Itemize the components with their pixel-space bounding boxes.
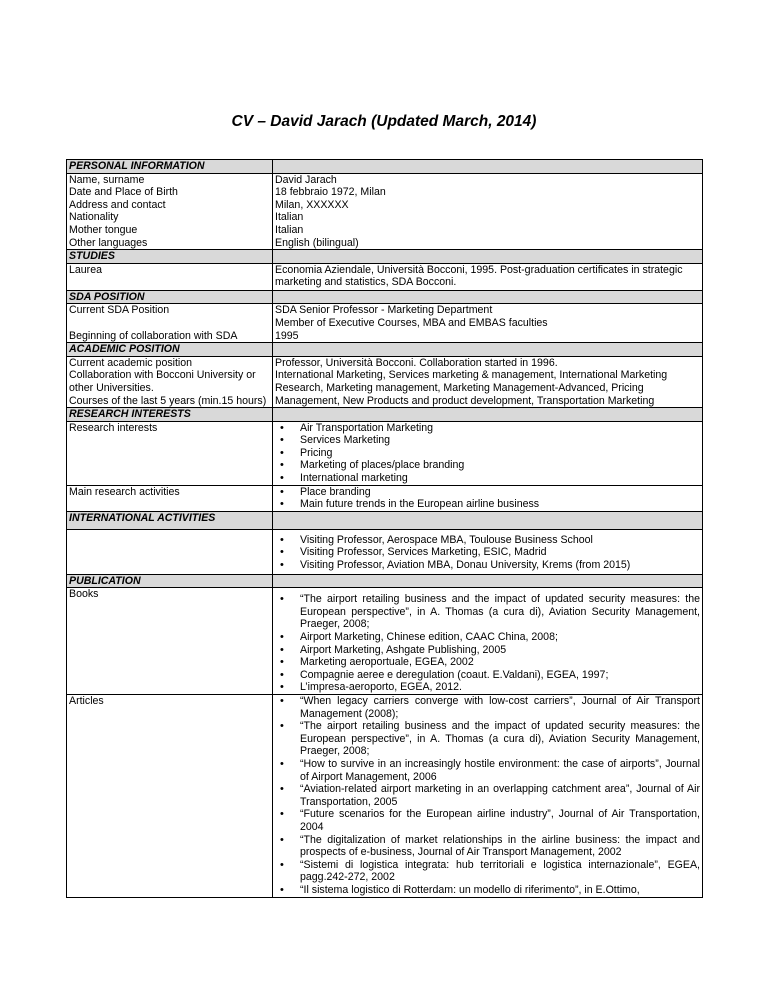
academic-position-text: Professor, Università Bocconi. Collaboration started in 1996.	[275, 356, 558, 369]
row-value: 1995	[273, 330, 703, 343]
articles-list	[275, 695, 700, 897]
row-value	[273, 304, 703, 330]
row-value: Italian	[273, 224, 703, 237]
section-header-blank	[273, 160, 703, 174]
row-label	[67, 356, 273, 407]
section-title: SDA POSITION	[67, 290, 273, 304]
section-title: ACADEMIC POSITION	[67, 343, 273, 357]
sda-position-line: SDA Senior Professor - Marketing Department	[275, 304, 493, 317]
list-item: • Visiting Professor, Services Marketing, ESIC, Madrid	[275, 546, 700, 559]
cv-table	[66, 159, 703, 898]
row-label: Other languages	[67, 237, 273, 250]
table-row	[67, 186, 703, 199]
row-label: Date and Place of Birth	[67, 186, 273, 199]
sda-faculty-line: Member of Executive Courses, MBA and EMBAS faculties	[275, 316, 548, 329]
list-item: • Visiting Professor, Aviation MBA, Donau University, Krems (from 2015)	[275, 559, 700, 572]
table-row	[67, 199, 703, 212]
table-row	[67, 588, 703, 695]
list-item: • Pricing	[275, 447, 700, 460]
list-item: • Compagnie aeree e deregulation (coaut. E.Valdani), EGEA, 1997;	[275, 669, 700, 682]
row-label: Nationality	[67, 211, 273, 224]
table-row	[67, 485, 703, 511]
section-header-blank	[273, 511, 703, 529]
row-value: David Jarach	[273, 173, 703, 186]
section-header-publication	[67, 574, 703, 588]
section-header-blank	[273, 250, 703, 264]
table-row	[67, 356, 703, 407]
table-row	[67, 529, 703, 574]
row-value: 18 febbraio 1972, Milan	[273, 186, 703, 199]
row-value: Economia Aziendale, Università Bocconi, 1995. Post-graduation certificates in strategic marketing and statistics, SDA Bocconi.	[273, 263, 703, 290]
list-item: • International marketing	[275, 472, 700, 485]
section-header-research	[67, 408, 703, 422]
list-item: • Marketing aeroportuale, EGEA, 2002	[275, 656, 700, 669]
row-value: Italian	[273, 211, 703, 224]
list-item: • Place branding	[275, 486, 700, 499]
table-row	[67, 173, 703, 186]
list-item: • “When legacy carriers converge with low-cost carriers”, Journal of Air Transport Management (2008);	[275, 695, 700, 720]
row-label: Research interests	[67, 421, 273, 485]
row-value: Milan, XXXXXX	[273, 199, 703, 212]
section-header-sda	[67, 290, 703, 304]
section-header-personal	[67, 160, 703, 174]
books-list	[275, 593, 700, 694]
list-item: • L’impresa-aeroporto, EGEA, 2012.	[275, 681, 700, 694]
section-title: RESEARCH INTERESTS	[67, 408, 273, 422]
list-item: • “Aviation-related airport marketing in an overlapping catchment area”, Journal of Air Transportation, 2005	[275, 783, 700, 808]
list-item: • “The digitalization of market relationships in the airline business: the impact and prospects of e-business, Journal of Air Transport Management, 2002	[275, 834, 700, 859]
document-title: CV – David Jarach (Updated March, 2014)	[231, 113, 537, 130]
section-header-studies	[67, 250, 703, 264]
international-activities-list	[275, 534, 700, 572]
row-value	[273, 588, 703, 695]
row-label: Name, surname	[67, 173, 273, 186]
list-item: • “Sistemi di logistica integrata: hub territoriali e logistica internazionale”, EGEA, pagg.242-272, 2002	[275, 859, 700, 884]
list-item: • Airport Marketing, Ashgate Publishing, 2005	[275, 644, 700, 657]
row-value	[273, 695, 703, 898]
table-row	[67, 304, 703, 330]
list-item: • Marketing of places/place branding	[275, 459, 700, 472]
section-header-blank	[273, 290, 703, 304]
row-label: Beginning of collaboration with SDA	[67, 330, 273, 343]
row-value	[273, 529, 703, 574]
list-item: • “Il sistema logistico di Rotterdam: un modello di riferimento”, in E.Ottimo,	[275, 884, 700, 897]
section-title: INTERNATIONAL ACTIVITIES	[67, 511, 273, 529]
academic-label-collaboration: Collaboration with Bocconi University or other Universities.	[69, 369, 256, 394]
row-value	[273, 485, 703, 511]
section-title: PUBLICATION	[67, 574, 273, 588]
row-label: Books	[67, 588, 273, 695]
row-label: Address and contact	[67, 199, 273, 212]
section-header-blank	[273, 408, 703, 422]
list-item: • Airport Marketing, Chinese edition, CAAC China, 2008;	[275, 631, 700, 644]
section-header-blank	[273, 574, 703, 588]
list-item: • Air Transportation Marketing	[275, 422, 700, 435]
list-item: • “The airport retailing business and the impact of updated security measures: the European perspective”, in A. Thomas (a cura di), Aviation Security Management, Praeger, 2008;	[275, 720, 700, 758]
list-item: • Main future trends in the European airline business	[275, 498, 700, 511]
table-row	[67, 695, 703, 898]
table-row	[67, 263, 703, 290]
row-label: Articles	[67, 695, 273, 898]
row-value	[273, 421, 703, 485]
row-label	[67, 529, 273, 574]
research-interests-list	[275, 422, 700, 485]
row-label: Current SDA Position	[67, 304, 273, 330]
table-row	[67, 224, 703, 237]
table-row	[67, 330, 703, 343]
section-header-international	[67, 511, 703, 529]
academic-courses-text: International Marketing, Services marketing & management, International Marketing Research, Marketing management, Marketing Management-Advanced, Pricing Management, New Products and product development, Transportation Marketing	[275, 369, 668, 407]
row-label: Mother tongue	[67, 224, 273, 237]
academic-label-position: Current academic position	[69, 356, 193, 369]
list-item: • “How to survive in an increasingly hostile environment: the case of airports”, Journal of Airport Management, 2006	[275, 758, 700, 783]
table-row	[67, 211, 703, 224]
row-value: English (bilingual)	[273, 237, 703, 250]
section-title: PERSONAL INFORMATION	[67, 160, 273, 174]
research-activities-list	[275, 486, 700, 511]
row-label: Main research activities	[67, 485, 273, 511]
list-item: • “The airport retailing business and the impact of updated security measures: the European perspective”, in A. Thomas (a cura di), Aviation Security Management, Praeger, 2008;	[275, 593, 700, 631]
list-item: • Visiting Professor, Aerospace MBA, Toulouse Business School	[275, 534, 700, 547]
section-header-academic	[67, 343, 703, 357]
row-value	[273, 356, 703, 407]
section-title: STUDIES	[67, 250, 273, 264]
table-row	[67, 237, 703, 250]
table-row	[67, 421, 703, 485]
list-item: • Services Marketing	[275, 434, 700, 447]
section-header-blank	[273, 343, 703, 357]
list-item: • “Future scenarios for the European airline industry”, Journal of Air Transportation, 2004	[275, 808, 700, 833]
row-label: Laurea	[67, 263, 273, 290]
academic-label-courses: Courses of the last 5 years (min.15 hours)	[69, 394, 267, 407]
